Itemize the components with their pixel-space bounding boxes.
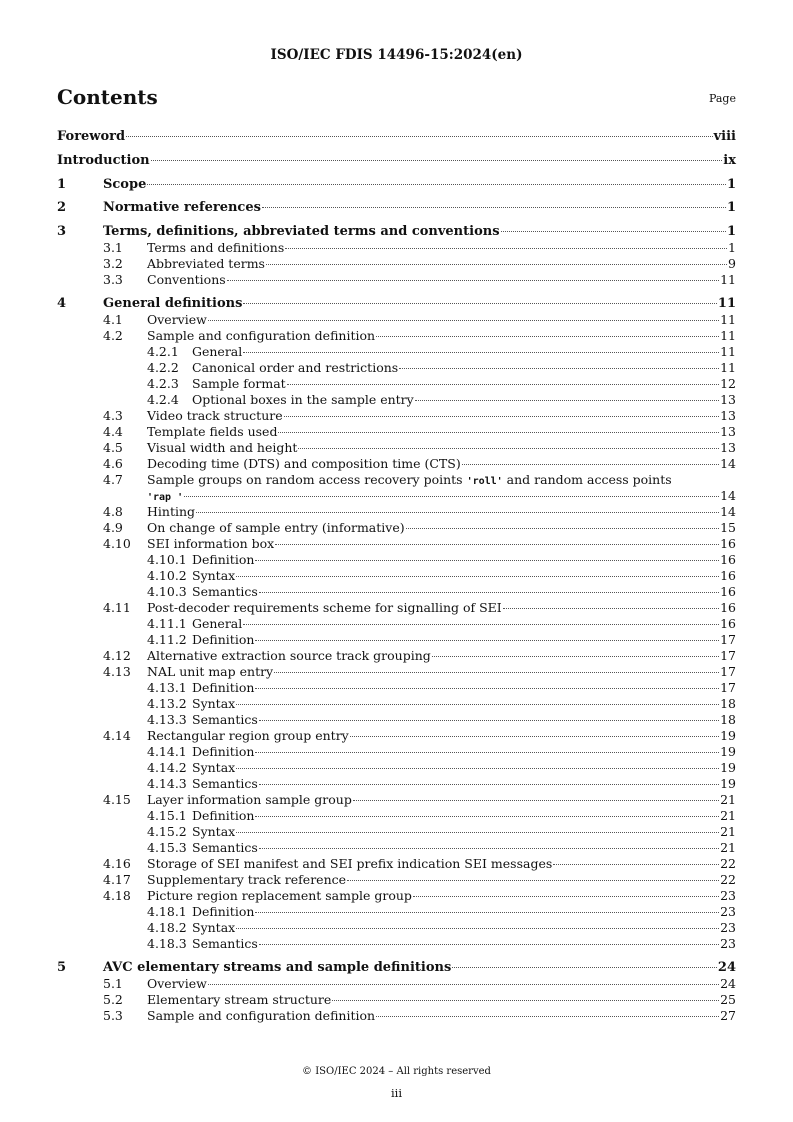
toc-entry-number: 4.2 [103,328,123,343]
toc-entry-page: 1 [726,224,736,239]
toc-entry-number: 4.11.2 [147,632,187,647]
toc-entry-page: 21 [720,792,736,807]
toc-entry-number: 4.10 [103,536,131,551]
toc-entry-number: 5.1 [103,976,123,991]
toc-entry-title: Syntax [192,824,236,839]
toc-entry-page: 15 [720,520,736,535]
toc-entry[interactable] [0,584,793,600]
toc-entry[interactable] [0,712,793,728]
toc-entry-title: Scope [103,177,147,192]
toc-entry-page: 14 [720,456,736,471]
toc-entry-title: Rectangular region group entry [147,728,349,743]
toc-entry-title: Definition [192,552,255,567]
toc-entry-page: 17 [720,632,736,647]
toc-entry-title: Alternative extraction source track grouping [147,648,431,663]
toc-entry-number: 4.14.2 [147,760,187,775]
toc-entry-number: 4.2.2 [147,360,179,375]
toc-entry-page: 22 [720,856,736,871]
toc-entry-title: General [192,616,243,631]
toc-entry-page: 16 [720,616,736,631]
toc-entry-title: Conventions [147,272,226,287]
toc-entry-terms[interactable] [0,224,793,240]
toc-entry-title: Semantics [192,936,258,951]
toc-entry[interactable] [0,392,793,408]
toc-entry[interactable] [0,1008,793,1024]
toc-entry-number: 4.4 [103,424,123,439]
toc-entry-number: 4.18.2 [147,920,187,935]
toc-entry-page: 23 [720,920,736,935]
toc-entry-number: 4.7 [103,472,123,487]
toc-entry-title: Abbreviated terms [147,256,265,271]
toc-entry-page: 17 [720,664,736,679]
toc-entry-number: 4.11.1 [147,616,187,631]
toc-entry-title: AVC elementary streams and sample definitions [103,960,452,975]
toc-entry[interactable] [0,600,793,616]
toc-entry-page: 13 [720,408,736,423]
toc-entry-page: 24 [717,960,736,975]
toc-entry[interactable] [0,760,793,776]
toc-entry[interactable] [0,992,793,1008]
toc-entry[interactable] [0,344,793,360]
toc-entry-title: Normative references [103,200,261,215]
toc-entry-page: 11 [720,344,736,359]
toc-entry-title: Supplementary track reference [147,872,347,887]
toc-entry-title: General [192,344,243,359]
toc-entry-page: 11 [720,360,736,375]
toc-entry-title: Storage of SEI manifest and SEI prefix indication SEI messages [147,856,553,871]
toc-entry-title: On change of sample entry (informative) [147,520,405,535]
toc-entry-page: 19 [720,744,736,759]
toc-entry-number: 3 [57,224,67,239]
toc-entry-page: 16 [720,552,736,567]
toc-entry[interactable] [0,856,793,872]
toc-entry-title: Sample groups on random access recovery points 'roll' and random access points [147,472,672,487]
toc-entry-title: Semantics [192,776,258,791]
toc-entry-number: 5.3 [103,1008,123,1023]
toc-entry-page: 13 [720,440,736,455]
toc-entry-number: 4.13.3 [147,712,187,727]
toc-entry[interactable] [0,840,793,856]
toc-entry-page: 22 [720,872,736,887]
toc-entry-title: Sample and configuration definition [147,328,376,343]
toc-entry-page: 11 [717,296,736,311]
toc-entry[interactable] [0,744,793,760]
toc-entry-title: Syntax [192,568,236,583]
toc-entry-title: Definition [192,632,255,647]
toc-entry-page: 19 [720,776,736,791]
toc-entry[interactable] [0,792,793,808]
toc-entry-general-definitions[interactable] [0,296,793,312]
toc-entry-page: 16 [720,600,736,615]
toc-entry-number: 4.2.4 [147,392,179,407]
toc-entry-title: Syntax [192,760,236,775]
toc-entry-number: 4.14.3 [147,776,187,791]
toc-entry-number: 4.10.2 [147,568,187,583]
toc-entry-title: Terms, definitions, abbreviated terms and conventions [103,224,500,239]
toc-entry-page: 25 [720,992,736,1007]
toc-entry-page: 18 [720,696,736,711]
toc-entry-title: Syntax [192,696,236,711]
toc-entry-number: 4.3 [103,408,123,423]
toc-entry-page: 17 [720,680,736,695]
toc-entry-page: 16 [720,536,736,551]
toc-entry-title: Hinting [147,504,196,519]
toc-entry-page: ix [723,153,736,168]
toc-entry-number: 4.15 [103,792,131,807]
toc-entry[interactable] [0,360,793,376]
toc-entry[interactable] [0,824,793,840]
toc-entry[interactable] [0,504,793,520]
toc-entry-number: 4.13.2 [147,696,187,711]
toc-entry-number: 4.6 [103,456,123,471]
toc-entry[interactable] [0,328,793,344]
toc-entry[interactable] [0,888,793,904]
page-column-label: Page [708,92,736,105]
toc-entry[interactable] [0,440,793,456]
toc-entry-number: 4.12 [103,648,131,663]
toc-entry-title: Semantics [192,840,258,855]
toc-entry-title: Definition [192,808,255,823]
toc-entry-title: Canonical order and restrictions [192,360,399,375]
toc-entry-number: 4.10.3 [147,584,187,599]
toc-entry[interactable] [0,408,793,424]
toc-entry-number: 4.15.3 [147,840,187,855]
toc-entry[interactable] [0,776,793,792]
toc-entry-page: 23 [720,888,736,903]
toc-entry[interactable] [0,920,793,936]
toc-entry-page: 23 [720,904,736,919]
toc-entry-number: 4.18 [103,888,131,903]
toc-entry-page: 24 [720,976,736,991]
toc-entry-title: Definition [192,904,255,919]
toc-entry[interactable] [0,936,793,952]
toc-entry-page: 18 [720,712,736,727]
toc-entry-number: 1 [57,177,67,192]
toc-entry-number: 4.18.3 [147,936,187,951]
toc-entry-number: 4.15.1 [147,808,187,823]
toc-entry-page: 1 [726,200,736,215]
toc-entry-title: Template fields used [147,424,278,439]
toc-entry-page: 1 [726,177,736,192]
toc-entry-title: Overview [147,976,207,991]
toc-entry-title: Semantics [192,584,258,599]
toc-entry-title: Definition [192,744,255,759]
toc-entry-page: 21 [720,808,736,823]
toc-entry[interactable] [0,520,793,536]
toc-entry-number: 4.13.1 [147,680,187,695]
toc-entry-title: Foreword [57,129,126,144]
toc-entry-number: 4.14 [103,728,131,743]
toc-entry[interactable] [0,376,793,392]
toc-entry-number: 4.2.1 [147,344,179,359]
toc-entry[interactable] [0,872,793,888]
toc-entry-number: 4.17 [103,872,131,887]
toc-entry[interactable] [0,256,793,272]
toc-entry[interactable] [0,456,793,472]
toc-entry-title: Visual width and height [147,440,298,455]
toc-entry-number: 4.2.3 [147,376,179,391]
toc-entry-title: Video track structure [147,408,283,423]
toc-entry[interactable] [0,696,793,712]
toc-entry-page: 1 [728,240,736,255]
toc-entry[interactable] [0,568,793,584]
toc-entry-page: 14 [720,504,736,519]
toc-entry-page: 21 [720,824,736,839]
toc-entry-sample-groups-cont[interactable] [0,488,793,504]
toc-entry[interactable] [0,976,793,992]
toc-entry-title: Sample and configuration definition [147,1008,376,1023]
toc-entry-page: 14 [720,488,736,503]
toc-entry[interactable] [0,240,793,256]
toc-entry[interactable] [0,632,793,648]
toc-entry-page: 12 [720,376,736,391]
toc-entry[interactable] [0,904,793,920]
toc-entry-number: 3.2 [103,256,123,271]
toc-entry-number: 4.15.2 [147,824,187,839]
toc-entry-title: Introduction [57,153,150,168]
toc-entry-number: 4 [57,296,67,311]
toc-entry[interactable] [0,680,793,696]
toc-entry-sample-groups[interactable] [0,472,793,488]
toc-entry-foreword[interactable] [0,129,793,145]
copyright-footer: © ISO/IEC 2024 – All rights reserved [302,1066,491,1077]
toc-entry-page: 13 [720,392,736,407]
toc-entry-introduction[interactable] [0,153,793,169]
toc-entry-number: 4.8 [103,504,123,519]
toc-entry-title: Layer information sample group [147,792,352,807]
toc-entry-page: 23 [720,936,736,951]
toc-entry[interactable] [0,552,793,568]
toc-entry-number: 4.16 [103,856,131,871]
toc-entry-page: 17 [720,648,736,663]
toc-entry[interactable] [0,272,793,288]
toc-entry-number: 3.3 [103,272,123,287]
toc-entry-title: Semantics [192,712,258,727]
toc-entry[interactable] [0,728,793,744]
toc-entry[interactable] [0,664,793,680]
toc-entry-title: NAL unit map entry [147,664,274,679]
toc-entry[interactable] [0,424,793,440]
toc-entry-avc[interactable] [0,960,793,976]
toc-entry-number: 4.14.1 [147,744,187,759]
toc-entry-title: Syntax [192,920,236,935]
toc-entry[interactable] [0,648,793,664]
contents-heading: Contents [57,85,158,109]
toc-entry-page: 21 [720,840,736,855]
toc-entry-page: 16 [720,584,736,599]
toc-entry-title: SEI information box [147,536,275,551]
toc-entry-number: 4.5 [103,440,123,455]
page-number: iii [390,1086,403,1100]
toc-entry-page: 16 [720,568,736,583]
document-id-header: ISO/IEC FDIS 14496-15:2024(en) [270,47,523,63]
toc-entry[interactable] [0,808,793,824]
toc-entry-number: 4.11 [103,600,131,615]
toc-entry-title: Sample format [192,376,286,391]
toc-entry-number: 4.9 [103,520,123,535]
toc-entry-page: viii [713,129,736,144]
toc-entry-scope[interactable] [0,177,793,193]
toc-entry-title-code: 'rap ' [147,492,184,503]
toc-entry-title: Definition [192,680,255,695]
toc-entry-title: Elementary stream structure [147,992,332,1007]
toc-entry-title: Overview [147,312,207,327]
toc-entry-number: 2 [57,200,67,215]
toc-entry-title: Post-decoder requirements scheme for signalling of SEI [147,600,502,615]
toc-entry-number: 4.1 [103,312,123,327]
toc-entry-page: 11 [720,312,736,327]
toc-entry-title: Decoding time (DTS) and composition time (CTS) [147,456,461,471]
toc-entry-number: 4.10.1 [147,552,187,567]
toc-entry-number: 5 [57,960,67,975]
toc-entry-page: 19 [720,760,736,775]
toc-entry-page: 19 [720,728,736,743]
toc-entry[interactable] [0,536,793,552]
toc-entry-page: 13 [720,424,736,439]
toc-entry-normative-references[interactable] [0,200,793,216]
toc-entry-title: General definitions [103,296,243,311]
toc-entry[interactable] [0,616,793,632]
toc-entry-page: 11 [720,328,736,343]
toc-entry-number: 4.18.1 [147,904,187,919]
toc-entry-number: 3.1 [103,240,123,255]
toc-entry-title: Picture region replacement sample group [147,888,412,903]
toc-entry-number: 4.13 [103,664,131,679]
toc-entry-title: Optional boxes in the sample entry [192,392,414,407]
toc-entry-page: 9 [728,256,736,271]
toc-entry-number: 5.2 [103,992,123,1007]
toc-entry-page: 11 [720,272,736,287]
toc-entry-title: Terms and definitions [147,240,285,255]
toc-entry[interactable] [0,312,793,328]
toc-entry-page: 27 [720,1008,736,1023]
